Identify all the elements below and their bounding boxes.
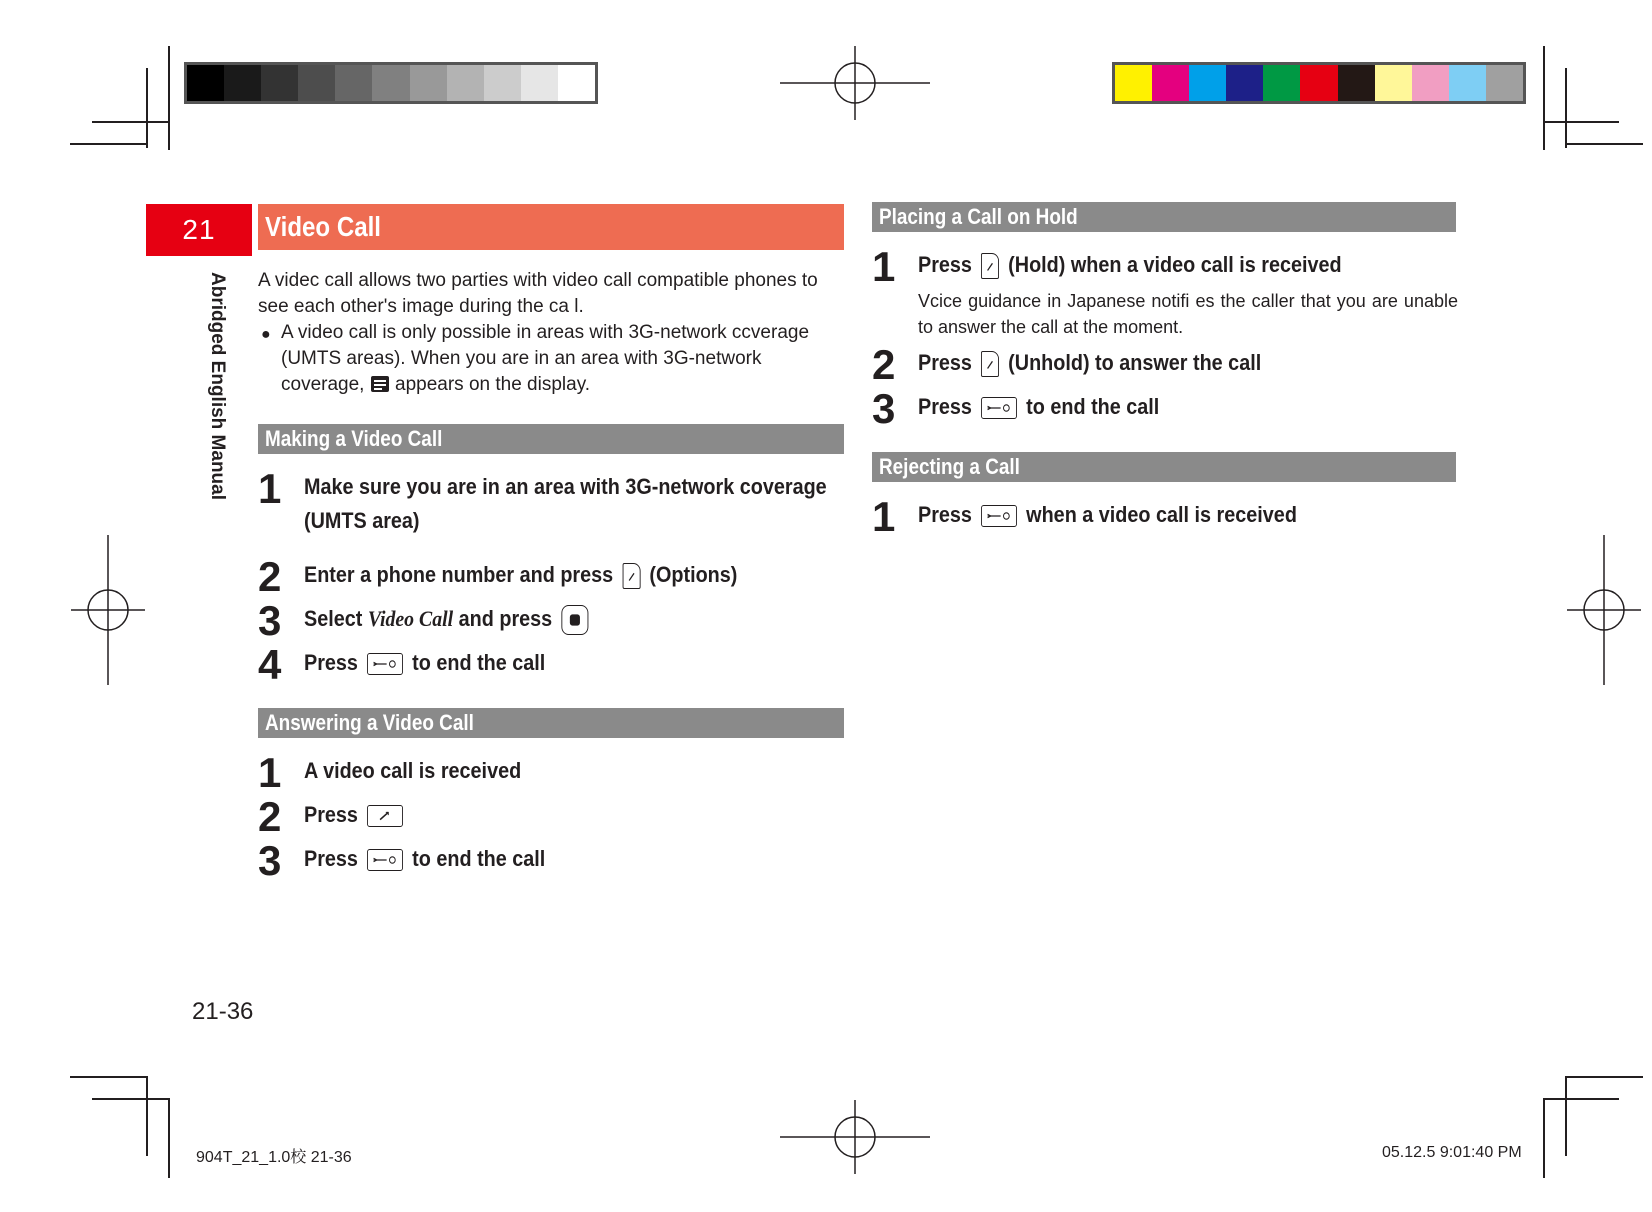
color-swatch (1486, 65, 1523, 101)
step-number: 3 (872, 385, 896, 432)
gray-swatch (447, 65, 484, 101)
gray-swatch (261, 65, 298, 101)
intro-paragraph: A videc call allows two parties with video call compatible phones to see each other's image during the ca l. (258, 270, 818, 317)
step-text: Make sure you are in an area with 3G-network coverage (304, 474, 827, 499)
section-heading-making: Making a Video Call (258, 424, 844, 454)
crop-mark (1565, 1076, 1643, 1078)
gray-swatch (335, 65, 372, 101)
end-key-icon (367, 849, 403, 871)
gray-swatch (521, 65, 558, 101)
grayscale-color-bar (184, 62, 598, 104)
step-text: Press (304, 798, 418, 832)
step-number: 1 (872, 493, 896, 540)
crop-mark (168, 1098, 170, 1178)
step-number: 1 (258, 749, 282, 796)
crop-mark (146, 1076, 148, 1156)
step-text: Press to end the call (304, 846, 546, 871)
color-swatch (1338, 65, 1375, 101)
crop-mark (1565, 68, 1567, 148)
options-softkey-icon (622, 563, 640, 589)
step-note: Vcice guidance in Japanese notifi es the caller that you are unable to answer the call at the moment. (918, 291, 1458, 337)
step-text: Select Video Call and press (304, 602, 624, 636)
color-swatch (1226, 65, 1263, 101)
crop-mark (1565, 1076, 1567, 1156)
section-heading-answering: Answering a Video Call (258, 708, 844, 738)
step-text: Press (Unhold) to answer the call (918, 346, 1299, 380)
section-heading-hold: Placing a Call on Hold (872, 202, 1456, 232)
gray-swatch (372, 65, 409, 101)
footer-timestamp: 05.12.5 9:01:40 PM (1382, 1144, 1522, 1161)
3g-network-icon (370, 375, 390, 393)
section-heading-rejecting: Rejecting a Call (872, 452, 1456, 482)
step-number: 3 (258, 837, 282, 884)
hold-softkey-icon (981, 253, 999, 279)
gray-swatch (298, 65, 335, 101)
end-key-icon (367, 653, 403, 675)
crop-mark (1543, 121, 1619, 123)
intro-bullet: A video call is only possible in areas with 3G-network ccverage (UMTS areas). When you are in an area with 3G-network coverage, appears on the display. (281, 322, 810, 395)
process-color-bar (1112, 62, 1526, 104)
color-swatch (1152, 65, 1189, 101)
crop-mark (146, 68, 148, 148)
footer-file-slug: 904T_21_1.0校 21-36 (196, 1149, 352, 1166)
step-number: 3 (258, 597, 282, 644)
side-label: Abridged English Manual (207, 272, 228, 501)
registration-mark-left (33, 535, 183, 685)
step-text: Enter a phone number and press (Options) (304, 558, 786, 592)
crop-mark (1565, 143, 1643, 145)
unhold-softkey-icon (981, 351, 999, 377)
crop-mark (92, 1098, 168, 1100)
step-number: 1 (258, 465, 282, 512)
gray-swatch (558, 65, 595, 101)
step-number: 1 (872, 243, 896, 290)
step-number: 2 (258, 793, 282, 840)
crop-mark (1543, 1098, 1619, 1100)
crop-mark (1543, 46, 1545, 150)
color-swatch (1189, 65, 1226, 101)
gray-swatch (187, 65, 224, 101)
step-number: 2 (258, 553, 282, 600)
chapter-number-tab: 21 (146, 204, 252, 256)
color-swatch (1449, 65, 1486, 101)
step-text: Press to end the call (304, 650, 546, 675)
page-number: 21-36 (192, 998, 254, 1025)
crop-mark (70, 143, 148, 145)
registration-mark-top (780, 8, 930, 158)
step-number: 2 (872, 341, 896, 388)
color-swatch (1115, 65, 1152, 101)
crop-mark (168, 46, 170, 150)
gray-swatch (410, 65, 447, 101)
step-number: 4 (258, 641, 282, 688)
center-key-icon (561, 605, 588, 635)
color-swatch (1375, 65, 1412, 101)
end-key-icon (981, 397, 1017, 419)
step-text: Press (Hold) when a video call is received (918, 248, 1389, 282)
color-swatch (1263, 65, 1300, 101)
crop-mark (1543, 1098, 1545, 1178)
step-text: Press when a video call is received (918, 502, 1297, 527)
start-key-icon (367, 805, 403, 827)
registration-mark-right (1529, 535, 1652, 685)
intro-bullet-dot: ● (261, 326, 271, 343)
gray-swatch (484, 65, 521, 101)
step-text: A video call is received (304, 758, 522, 783)
gray-swatch (224, 65, 261, 101)
crop-mark (70, 1076, 148, 1078)
step-text: (UMTS area) (304, 508, 420, 533)
page-title: Video Call (258, 204, 844, 250)
color-swatch (1412, 65, 1449, 101)
color-swatch (1300, 65, 1337, 101)
step-text: Press to end the call (918, 394, 1160, 419)
crop-mark (92, 121, 168, 123)
end-key-icon (981, 505, 1017, 527)
